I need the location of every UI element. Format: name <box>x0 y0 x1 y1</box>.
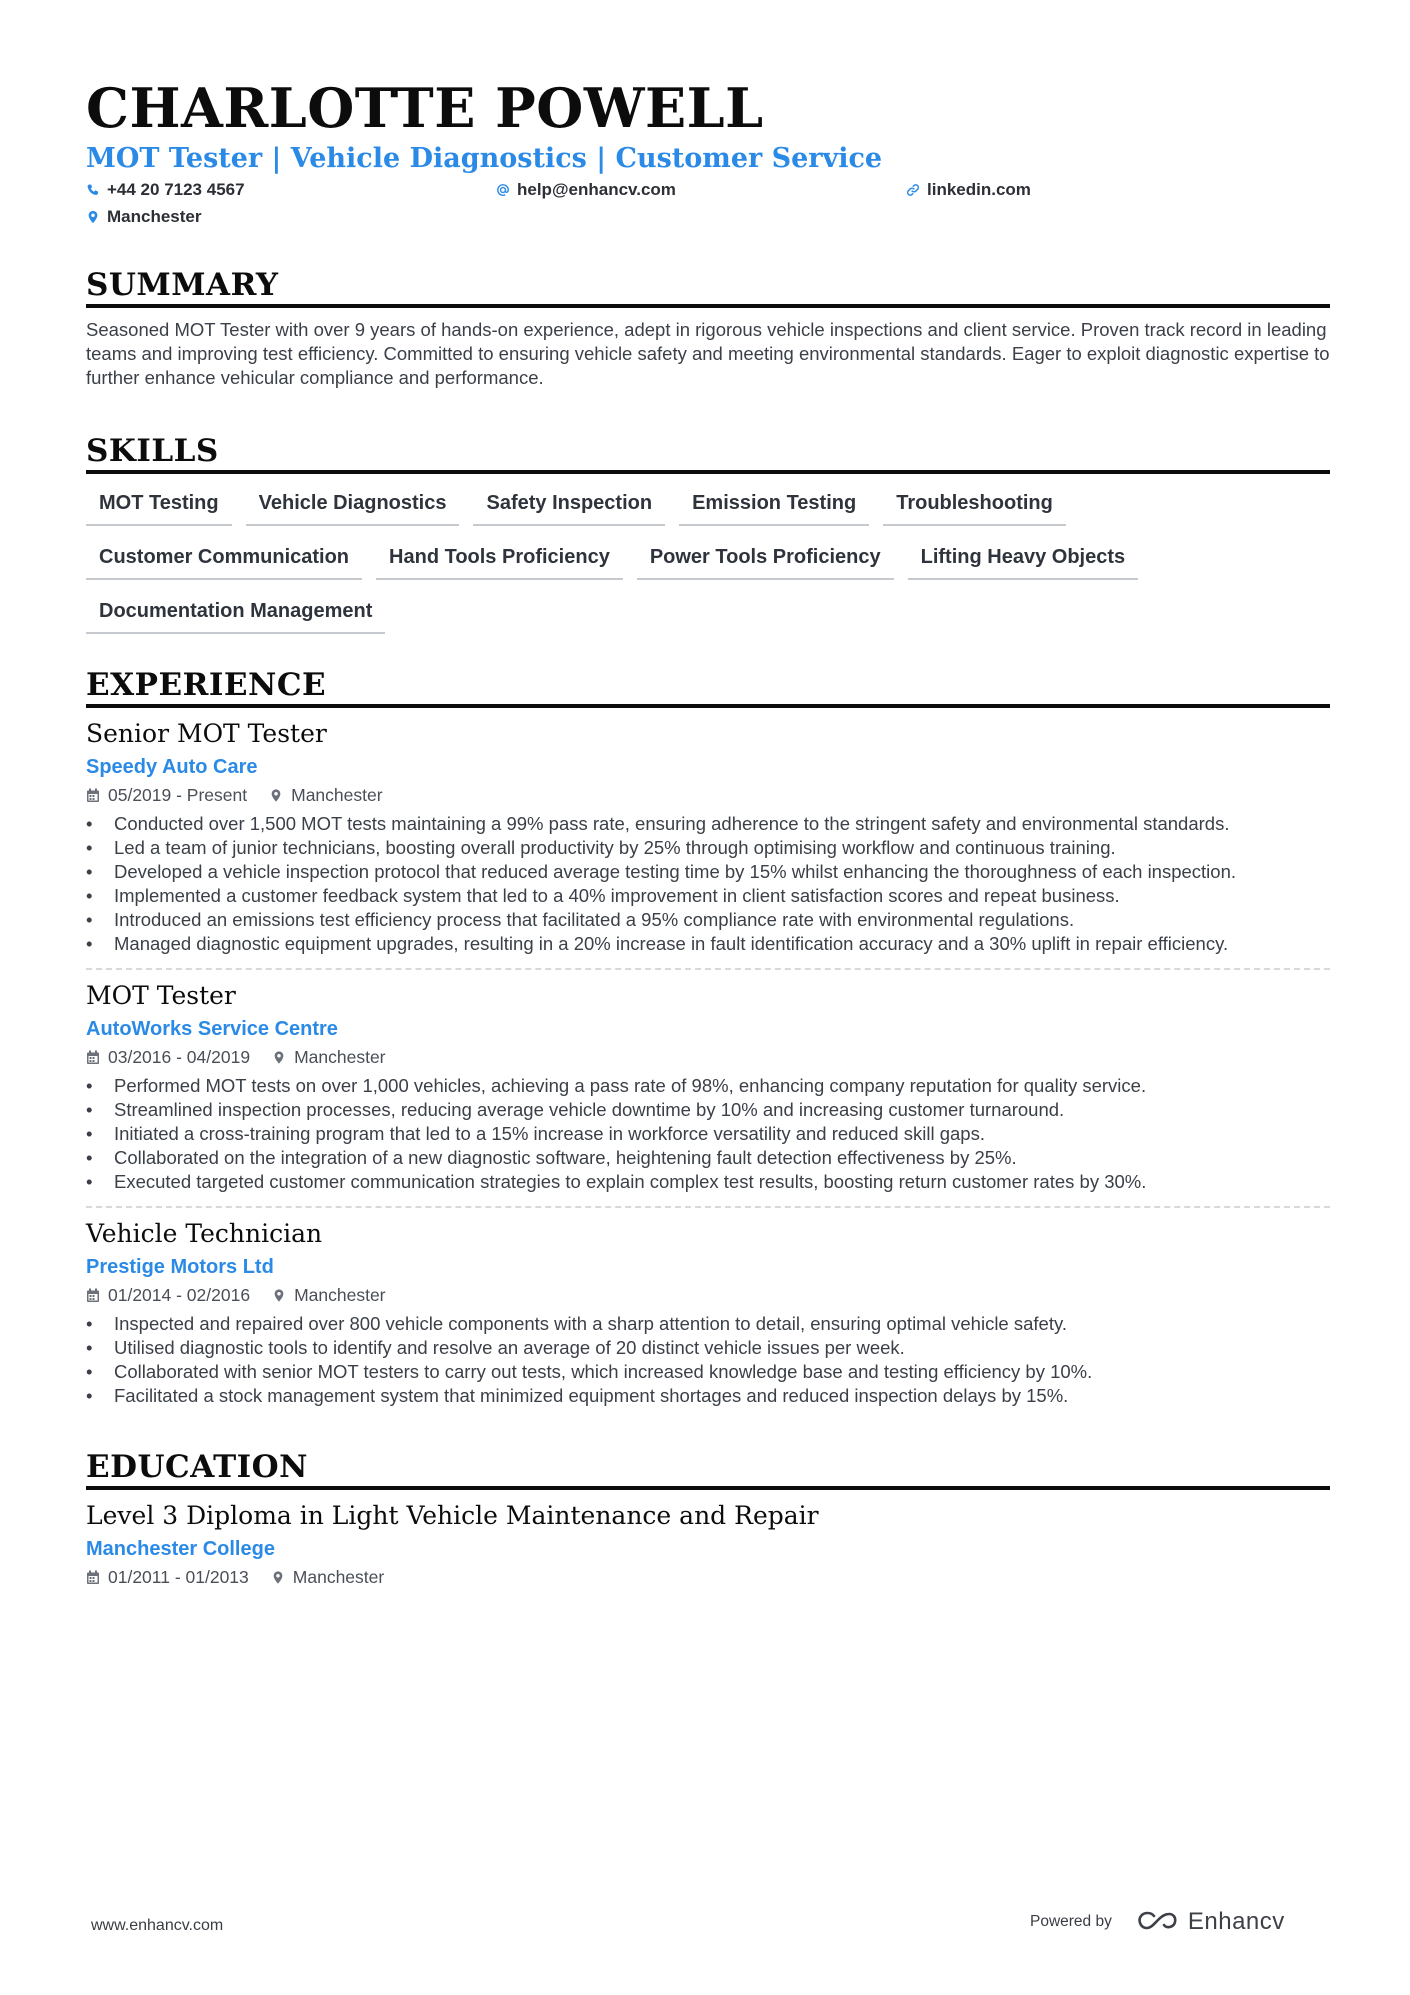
skills-heading: SKILLS <box>86 432 1330 474</box>
skill-tag: Documentation Management <box>86 594 385 634</box>
job-location-text: Manchester <box>291 785 383 805</box>
link-icon <box>906 183 920 197</box>
footer-website[interactable]: www.enhancv.com <box>91 1917 224 1934</box>
education-dates-text: 01/2011 - 01/2013 <box>108 1567 249 1587</box>
company-name: Prestige Motors Ltd <box>86 1256 274 1278</box>
skills-section <box>86 432 1330 634</box>
bullet-item: • Utilised diagnostic tools to identify and resolve an average of 20 distinct vehicle issues per week. <box>86 1336 1330 1360</box>
job-location <box>272 1284 385 1306</box>
job-location <box>272 1046 385 1068</box>
skill-tag: Hand Tools Proficiency <box>376 540 623 580</box>
calendar-icon <box>86 1288 100 1303</box>
summary-text: Seasoned MOT Tester with over 9 years of hands-on experience, adept in rigorous vehicle inspections and client service. Proven track record in leading teams and improving test efficiency. Committed to ensuring vehicle safety and meeting environmental standards. Eager to exploit diagnostic expertise to further enhance vehicular compliance and performance. <box>86 319 1330 388</box>
education-section <box>86 1448 1330 1588</box>
job-dates <box>86 784 247 806</box>
calendar-icon <box>86 788 100 803</box>
job-bullets <box>86 812 1330 956</box>
bullet-item: • Executed targeted customer communication strategies to explain complex test results, boosting return customer rates by 30%. <box>86 1170 1330 1194</box>
job-location-text: Manchester <box>294 1285 386 1305</box>
education-location <box>271 1566 384 1588</box>
headline: MOT Tester | Vehicle Diagnostics | Customer Service <box>86 143 883 174</box>
company-name: AutoWorks Service Centre <box>86 1018 338 1040</box>
education-heading: EDUCATION <box>86 1448 1330 1490</box>
skill-tag: Vehicle Diagnostics <box>246 486 460 526</box>
calendar-icon <box>86 1570 100 1585</box>
job-meta <box>86 1046 1330 1068</box>
skill-tag: Power Tools Proficiency <box>637 540 894 580</box>
contact-phone[interactable] <box>86 180 245 200</box>
job-entry <box>86 718 1330 970</box>
job-entry <box>86 1218 1330 1420</box>
location-pin-icon <box>271 1570 285 1585</box>
contact-linkedin[interactable] <box>906 180 1031 200</box>
bullet-item: • Performed MOT tests on over 1,000 vehicles, achieving a pass rate of 98%, enhancing company reputation for quality service. <box>86 1074 1330 1098</box>
skill-tag: MOT Testing <box>86 486 232 526</box>
job-title: Vehicle Technician <box>86 1219 323 1248</box>
bullet-item: • Collaborated on the integration of a new diagnostic software, heightening fault detection effectiveness by 25%. <box>86 1146 1330 1170</box>
job-bullets <box>86 1074 1330 1194</box>
bullet-item: • Led a team of junior technicians, boosting overall productivity by 25% through optimising workflow and continuous training. <box>86 836 1330 860</box>
phone-text: +44 20 7123 4567 <box>107 180 245 199</box>
education-location-text: Manchester <box>292 1567 385 1587</box>
job-dates-text: 01/2014 - 02/2016 <box>108 1285 251 1305</box>
location-pin-icon <box>86 210 100 224</box>
enhancv-logo-icon <box>1136 1910 1180 1934</box>
skill-tag: Emission Testing <box>679 486 869 526</box>
bullet-item: • Introduced an emissions test efficiency process that facilitated a 95% compliance rate with environmental regulations. <box>86 908 1330 932</box>
job-title: MOT Tester <box>86 981 236 1010</box>
at-icon <box>496 183 510 197</box>
job-location <box>269 784 382 806</box>
powered-by-label: Powered by <box>1030 1913 1112 1930</box>
skill-tag: Customer Communication <box>86 540 362 580</box>
skills-list <box>86 486 1266 634</box>
contact-location <box>86 207 201 227</box>
email-text: help@enhancv.com <box>517 180 676 199</box>
location-pin-icon <box>272 1288 286 1303</box>
calendar-icon <box>86 1050 100 1065</box>
job-dates-text: 03/2016 - 04/2019 <box>108 1047 251 1067</box>
job-entry <box>86 980 1330 1208</box>
summary-heading: SUMMARY <box>86 266 1330 308</box>
education-meta <box>86 1566 1330 1588</box>
experience-section <box>86 666 1330 1420</box>
skill-tag: Safety Inspection <box>473 486 665 526</box>
location-pin-icon <box>269 788 283 803</box>
candidate-name: CHARLOTTE POWELL <box>86 76 764 140</box>
experience-heading: EXPERIENCE <box>86 666 1330 708</box>
summary-section <box>86 266 1330 390</box>
bullet-item: • Collaborated with senior MOT testers to carry out tests, which increased knowledge base and testing efficiency by 10%. <box>86 1360 1330 1384</box>
job-meta <box>86 1284 1330 1306</box>
bullet-item: • Facilitated a stock management system that minimized equipment shortages and reduced inspection delays by 15%. <box>86 1384 1330 1408</box>
job-location-text: Manchester <box>294 1047 386 1067</box>
bullet-item: • Developed a vehicle inspection protocol that reduced average testing time by 15% whilst enhancing the thoroughness of each inspection. <box>86 860 1330 884</box>
job-meta <box>86 784 1330 806</box>
enhancv-logo[interactable] <box>1136 1908 1285 1936</box>
skill-tag: Troubleshooting <box>883 486 1066 526</box>
brand-name: Enhancv <box>1187 1908 1285 1935</box>
bullet-item: • Streamlined inspection processes, reducing average vehicle downtime by 10% and increasing customer turnaround. <box>86 1098 1330 1122</box>
job-dates <box>86 1046 250 1068</box>
school-name: Manchester College <box>86 1538 275 1560</box>
bullet-item: • Initiated a cross-training program that led to a 15% increase in workforce versatility and reduced skill gaps. <box>86 1122 1330 1146</box>
bullet-item: • Managed diagnostic equipment upgrades, resulting in a 20% increase in fault identification accuracy and a 30% uplift in repair efficiency. <box>86 932 1330 956</box>
bullet-item: • Inspected and repaired over 800 vehicle components with a sharp attention to detail, ensuring optimal vehicle safety. <box>86 1312 1330 1336</box>
contact-email[interactable] <box>496 180 676 200</box>
contact-info <box>86 180 1330 236</box>
job-title: Senior MOT Tester <box>86 719 327 748</box>
resume-page <box>86 76 1330 1588</box>
linkedin-text: linkedin.com <box>927 180 1031 199</box>
bullet-item: • Conducted over 1,500 MOT tests maintaining a 99% pass rate, ensuring adherence to the stringent safety and environmental standards. <box>86 812 1330 836</box>
skill-tag: Lifting Heavy Objects <box>908 540 1139 580</box>
job-dates-text: 05/2019 - Present <box>108 785 248 805</box>
degree-title: Level 3 Diploma in Light Vehicle Maintenance and Repair <box>86 1501 819 1530</box>
phone-icon <box>86 183 100 197</box>
education-dates <box>86 1566 249 1588</box>
company-name: Speedy Auto Care <box>86 756 258 778</box>
footer-branding <box>1030 1908 1285 1936</box>
job-dates <box>86 1284 250 1306</box>
job-bullets <box>86 1312 1330 1408</box>
bullet-item: • Implemented a customer feedback system that led to a 40% improvement in client satisfaction scores and repeat business. <box>86 884 1330 908</box>
location-text: Manchester <box>107 207 202 226</box>
location-pin-icon <box>272 1050 286 1065</box>
